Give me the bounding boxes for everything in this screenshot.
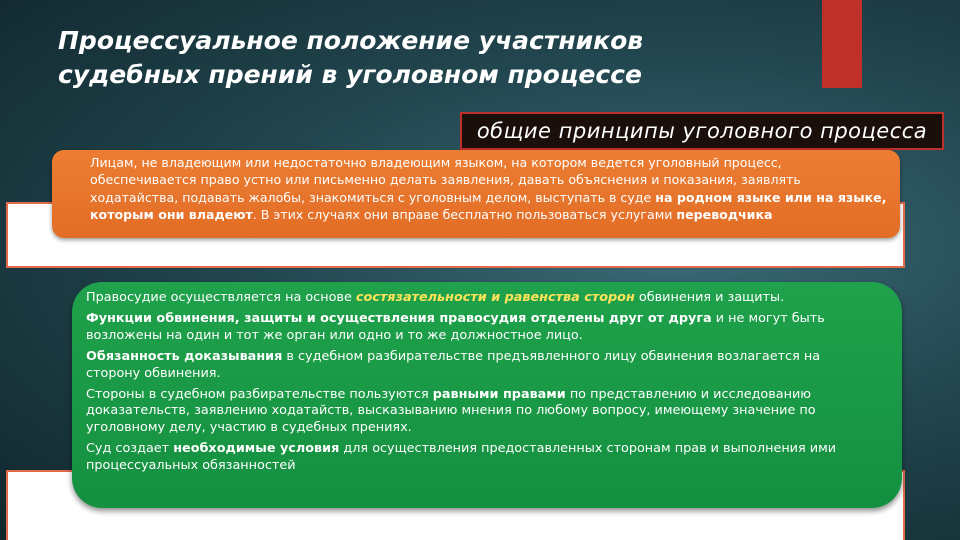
- principles-block: [72, 282, 902, 508]
- principle-1-highlight: состязательности и равенства сторон: [355, 290, 635, 305]
- principle-1-text-1: Правосудие осуществляется на основе: [86, 290, 356, 305]
- principle-separation: [86, 311, 862, 344]
- principle-3-text: в судебном разбирательстве предъявленного лицу обвинения возлагается на сторону обвинения.: [86, 349, 821, 381]
- language-rights-block: [52, 150, 900, 238]
- language-bold-2: переводчика: [676, 207, 773, 223]
- slide-title-line-1: Процессуальное положение участников: [58, 26, 644, 55]
- principle-5-bold: необходимые условия: [173, 441, 340, 457]
- principle-5-text-1: Суд создает: [86, 441, 174, 457]
- principle-equal-rights: [86, 387, 862, 436]
- principle-5-text-2: для осуществления предоставленных сторонам прав и выполнения ими процессуальных обязанностей: [86, 441, 837, 473]
- language-bold-1: на родном языке или на языке, которым они владеют: [90, 189, 887, 223]
- principle-4-bold: равными правами: [432, 387, 566, 403]
- principle-court-conditions: [86, 441, 862, 474]
- principles-banner: общие принципы уголовного процесса: [460, 112, 944, 150]
- language-text-1: Лицам, не владеющим или недостаточно владеющим языком, на котором ведется уголовный процесс, обеспечивается право устно или письменно делать заявления, давать объяснения и показания, заявлять ходатайства, подавать жалобы, знакомиться с уголовным делом, выступать в суде: [90, 155, 801, 205]
- principle-burden-of-proof: [86, 349, 862, 382]
- slide-title: [58, 24, 818, 92]
- principle-1-text-2: обвинения и защиты.: [634, 290, 785, 305]
- principle-3-bold: Обязанность доказывания: [86, 349, 283, 365]
- slide-title-line-2: судебных прений в уголовном процессе: [58, 60, 642, 89]
- principle-4-text-2: по представлению и исследованию доказательств, заявлению ходатайств, высказыванию мнения по любому вопросу, имеющему значение по уголовному делу, участию в судебных прениях.: [86, 387, 816, 435]
- principle-2-bold: Функции обвинения, защиты и осуществления правосудия отделены друг от друга: [86, 311, 712, 327]
- principle-2-text: и не могут быть возложены на один и тот же орган или одно и то же должностное лицо.: [86, 311, 825, 343]
- language-text-2: . В этих случаях они вправе бесплатно пользоваться услугами: [252, 207, 677, 223]
- principle-adversarial: [86, 290, 862, 306]
- decorative-red-tab: [822, 0, 862, 88]
- principle-4-text-1: Стороны в судебном разбирательстве пользуются: [86, 387, 433, 403]
